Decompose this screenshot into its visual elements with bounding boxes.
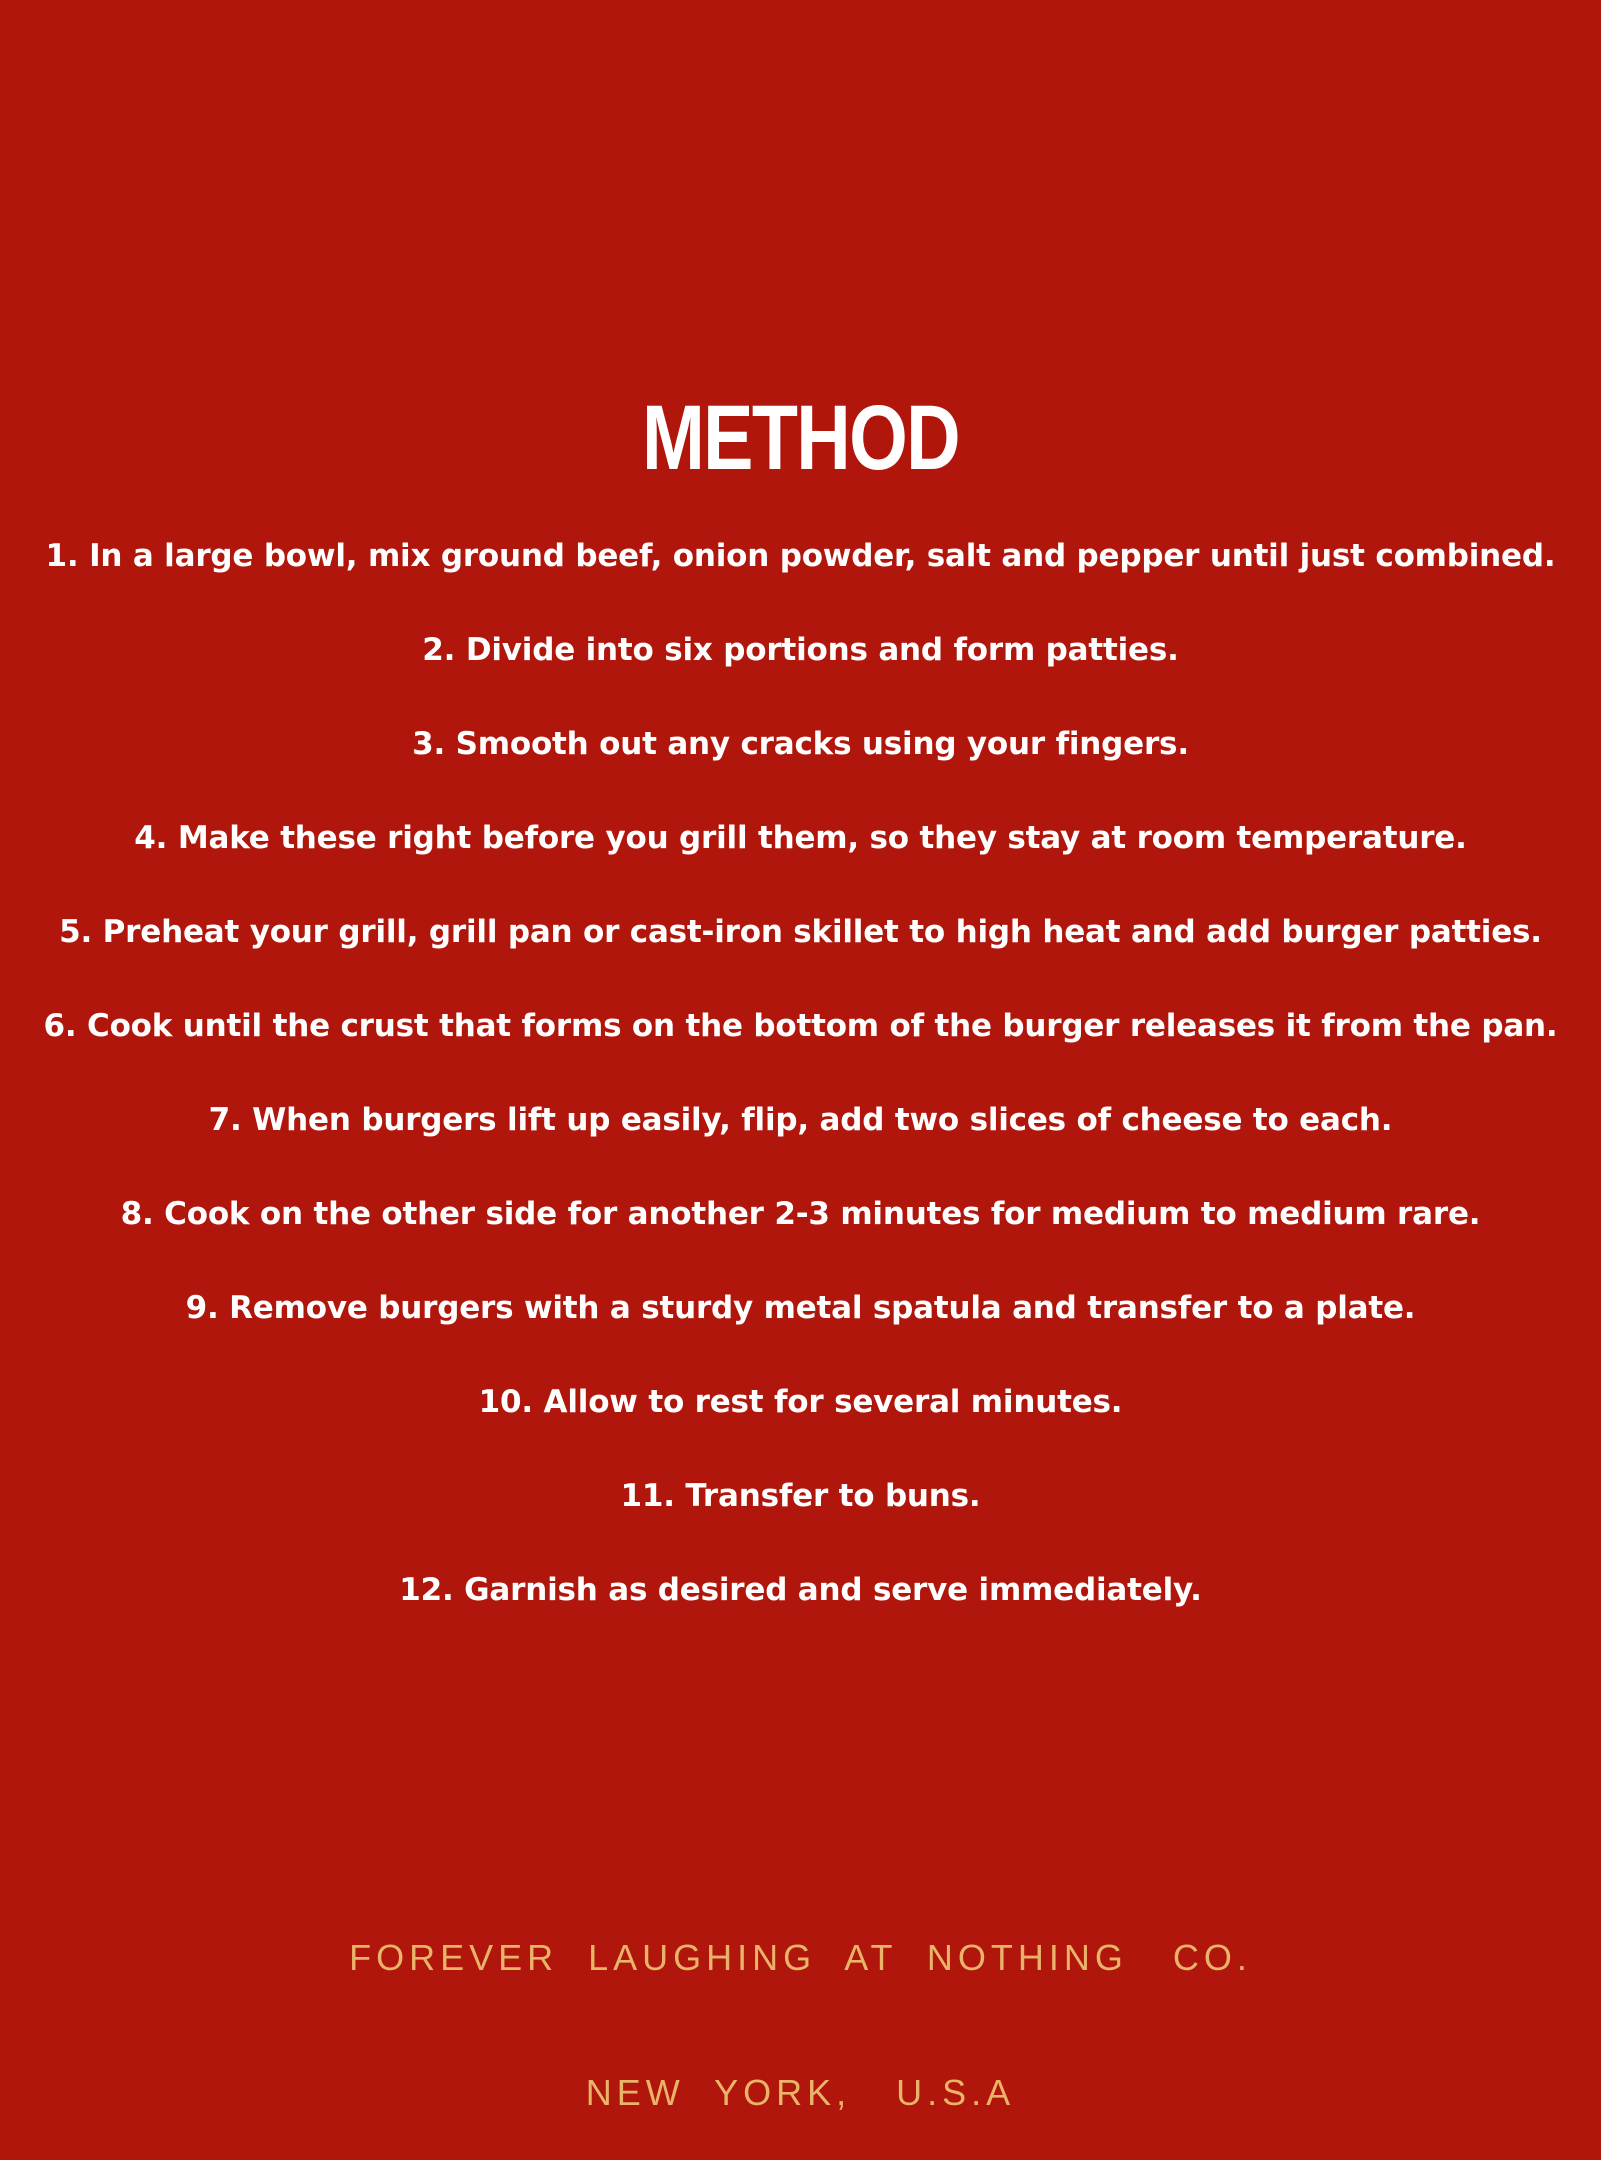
method-step-2: 2. Divide into six portions and form patties. bbox=[422, 632, 1179, 668]
method-step-7: 7. When burgers lift up easily, flip, add two slices of cheese to each. bbox=[208, 1102, 1393, 1138]
method-step-12: 12. Garnish as desired and serve immediately. bbox=[399, 1572, 1202, 1608]
footer-company-name: FOREVER LAUGHING AT NOTHING CO. bbox=[349, 1937, 1252, 1978]
method-step-1: 1. In a large bowl, mix ground beef, onion powder, salt and pepper until just combined. bbox=[45, 538, 1556, 574]
method-step-9: 9. Remove burgers with a sturdy metal spatula and transfer to a plate. bbox=[185, 1290, 1416, 1326]
method-step-5: 5. Preheat your grill, grill pan or cast-iron skillet to high heat and add burger patties. bbox=[59, 914, 1542, 950]
method-step-8: 8. Cook on the other side for another 2-3 minutes for medium to medium rare. bbox=[120, 1196, 1481, 1232]
method-step-11: 11. Transfer to buns. bbox=[620, 1478, 981, 1514]
method-step-10: 10. Allow to rest for several minutes. bbox=[478, 1384, 1123, 1420]
method-step-3: 3. Smooth out any cracks using your fingers. bbox=[412, 726, 1189, 762]
page-title: METHOD bbox=[641, 387, 960, 489]
method-step-4: 4. Make these right before you grill them, so they stay at room temperature. bbox=[134, 820, 1467, 856]
footer-location: NEW YORK, U.S.A bbox=[585, 2072, 1016, 2113]
method-step-6: 6. Cook until the crust that forms on the bottom of the burger releases it from the pan. bbox=[43, 1008, 1558, 1044]
method-steps-list bbox=[0, 528, 1601, 1656]
footer bbox=[0, 1845, 1601, 2160]
